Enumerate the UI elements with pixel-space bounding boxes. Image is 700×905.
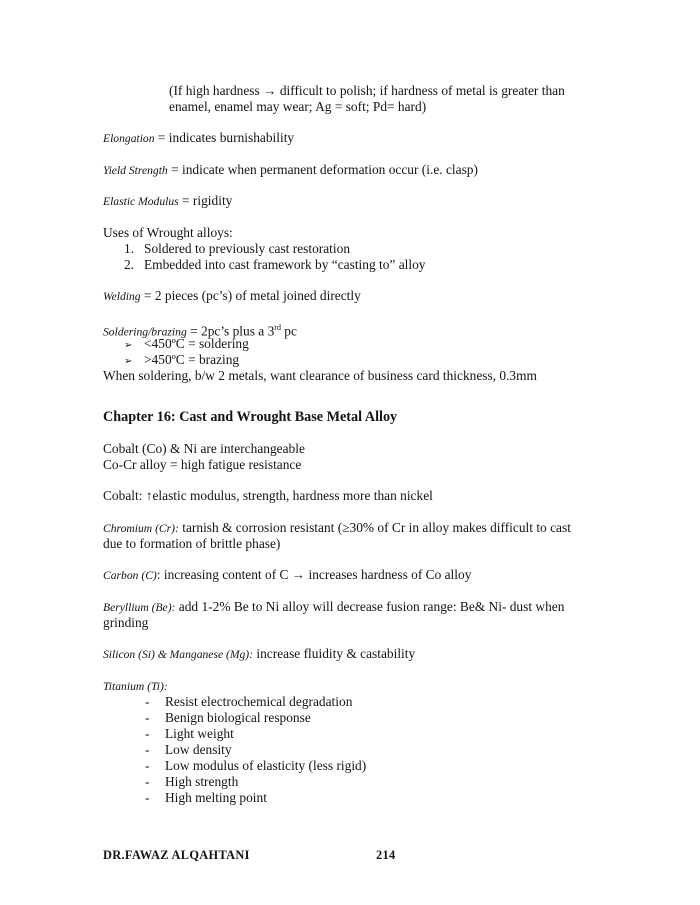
intro-line-1: (If high hardness → difficult to polish; if hardness of metal is greater than: [169, 83, 565, 98]
arrow-bullet-icon: ➢: [124, 340, 133, 351]
intro-line-2: enamel, enamel may wear; Ag = soft; Pd= hard): [169, 99, 427, 114]
carbon-term: Carbon (C): [103, 569, 157, 582]
soldering-text-end: pc: [280, 323, 297, 339]
beryllium-line: [103, 599, 564, 616]
chromium-text: tarnish & corrosion resistant (≥30% of Cr in alloy makes difficult to cast: [178, 520, 571, 535]
dash-bullet: -: [145, 790, 150, 805]
welding-term: Welding: [103, 290, 141, 303]
chromium-line: [103, 520, 571, 537]
wrought-heading: Uses of Wrought alloys:: [103, 225, 233, 240]
chromium-term: Chromium (Cr):: [103, 522, 179, 535]
list-text: Resist electrochemical degradation: [165, 694, 353, 709]
list-item: [124, 241, 350, 257]
list-item: [145, 790, 267, 806]
welding-line: [103, 288, 361, 305]
yield-strength-text: = indicate when permanent deformation occur (i.e. clasp): [167, 162, 478, 177]
beryllium-term: Beryllium (Be):: [103, 601, 176, 614]
list-item: [145, 774, 238, 790]
silicon-line: [103, 646, 415, 663]
list-item: [145, 726, 234, 742]
page-number: 214: [376, 848, 396, 862]
list-text: Light weight: [165, 726, 234, 741]
dash-bullet: -: [145, 758, 150, 773]
elastic-modulus-text: = rigidity: [178, 193, 233, 208]
cobalt-line-2: Co-Cr alloy = high fatigue resistance: [103, 457, 302, 472]
dash-bullet: -: [145, 710, 150, 725]
soldering-note: When soldering, b/w 2 metals, want clearance of business card thickness, 0.3mm: [103, 368, 537, 383]
cobalt-line-1: Cobalt (Co) & Ni are interchangeable: [103, 441, 305, 456]
beryllium-text: add 1-2% Be to Ni alloy will decrease fusion range: Be& Ni- dust when: [175, 599, 565, 614]
list-number: 2.: [124, 257, 135, 272]
elastic-modulus-line: [103, 193, 232, 210]
list-text: >450ºC = brazing: [144, 352, 240, 367]
titanium-term: Titanium (Ti):: [103, 680, 168, 693]
cobalt-line-3: Cobalt: ↑elastic modulus, strength, hardness more than nickel: [103, 488, 433, 503]
list-number: 1.: [124, 241, 135, 256]
list-item: [145, 742, 232, 758]
carbon-line: [103, 567, 471, 584]
list-text: High melting point: [165, 790, 267, 805]
chapter-heading: Chapter 16: Cast and Wrought Base Metal Alloy: [103, 409, 398, 425]
list-item: [145, 758, 366, 774]
list-item: [145, 694, 352, 710]
list-text: Low modulus of elasticity (less rigid): [165, 758, 367, 773]
list-text: <450ºC = soldering: [144, 336, 249, 351]
list-text: Soldered to previously cast restoration: [144, 241, 351, 256]
soldering-text: = 2pc’s plus a 3: [186, 323, 275, 339]
elongation-term: Elongation: [103, 132, 155, 145]
elastic-modulus-term: Elastic Modulus: [103, 195, 179, 208]
soldering-term: Soldering/brazing: [103, 325, 187, 339]
elongation-text: = indicates burnishability: [154, 130, 295, 145]
arrow-bullet-icon: ➢: [124, 356, 133, 367]
list-text: Embedded into cast framework by “casting to” alloy: [144, 257, 426, 272]
titanium-heading: [103, 678, 168, 695]
yield-strength-line: [103, 162, 478, 179]
silicon-text: increase fluidity & castability: [253, 646, 416, 661]
list-item: [145, 710, 311, 726]
list-text: Low density: [165, 742, 232, 757]
beryllium-line-2: grinding: [103, 615, 149, 630]
dash-bullet: -: [145, 742, 150, 757]
carbon-text: : increasing content of C → increases hardness of Co alloy: [156, 567, 472, 582]
chromium-line-2: due to formation of brittle phase): [103, 536, 281, 551]
list-text: Benign biological response: [165, 710, 311, 725]
yield-strength-term: Yield Strength: [103, 164, 168, 177]
footer-author: DR.FAWAZ ALQAHTANI: [103, 848, 250, 862]
dash-bullet: -: [145, 726, 150, 741]
list-item: [124, 257, 426, 273]
soldering-superscript: rd: [274, 323, 281, 332]
dash-bullet: -: [145, 694, 150, 709]
silicon-term: Silicon (Si) & Manganese (Mg):: [103, 648, 254, 661]
welding-text: = 2 pieces (pc’s) of metal joined directly: [140, 288, 361, 303]
elongation-line: [103, 130, 294, 147]
dash-bullet: -: [145, 774, 150, 789]
list-text: High strength: [165, 774, 239, 789]
